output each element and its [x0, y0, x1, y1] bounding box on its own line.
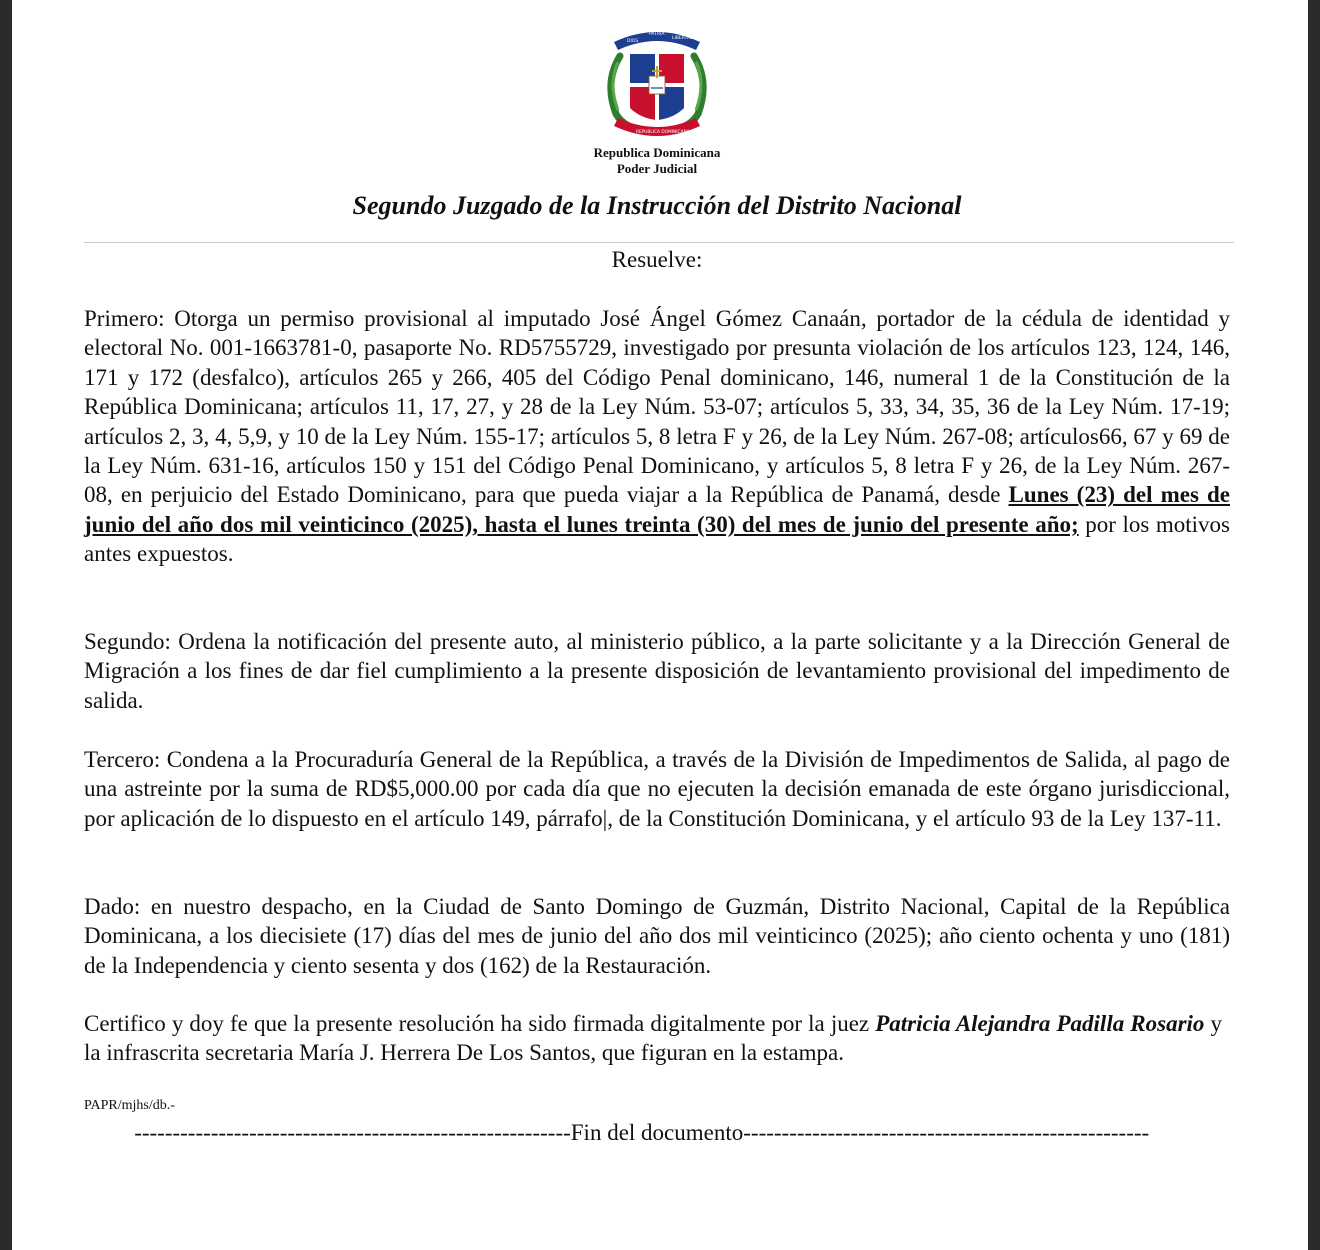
certifico-text: Certifico y doy fe que la presente resolución ha sido firmada digitalmente por la juez — [84, 1011, 876, 1036]
primero-text-end: por los motivos antes expuestos. — [84, 511, 1230, 567]
institution-header — [84, 145, 1230, 177]
country-name: Republica Dominicana — [593, 145, 721, 160]
paragraph-certifico — [84, 1009, 1222, 1068]
document-page — [12, 0, 1308, 1250]
travel-dates-emphasis: Lunes (23) del mes de junio del año dos mil veinticinco (2025), hasta el lunes treinta (30) del mes de junio del presente año; — [84, 482, 1230, 537]
judge-name: Patricia Alejandra Padilla Rosario — [875, 1011, 1205, 1036]
reference-initials: PAPR/mjhs/db.- — [84, 1098, 175, 1113]
header-divider — [84, 242, 1234, 243]
primero-text: Primero: Otorga un permiso provisional al imputado José Ángel Gómez Canaán, portador de la cédula de identidad y electoral No. 001-1663781-0, pasaporte No. RD5755729, investigado por presunta violación de los artículos 123, 124, 146, 171 y 172 (desfalco), artículos 265 y 266, 405 del Código Penal dominicano, 146, numeral 1 de la Constitución de la República Dominicana; artículos 11, 17, 27, y 28 de la Ley Núm. 53-07; artículos 5, 33, 34, 35, 36 de la Ley Núm. 17-19; artículos 2, 3, 4, 5,9, y 10 de la Ley Núm. 155-17; artículos 5, 8 letra F y 26, de la Ley Núm. 267-08; artículos66, 67 y 69 de la Ley Núm. 631-16, artículos 150 y 151 del Código Penal Dominicano, y artículos 5, 8 letra F y 26, de la Ley Núm. 267-08, en perjuicio del Estado Dominicano, para que pueda viajar a la República de Panamá, desde — [84, 306, 1230, 508]
dash-rule-right: ----------------------------------------------------- — [743, 1120, 1150, 1145]
ribbon-word-3: LIBERTAD — [672, 36, 694, 41]
coat-of-arms-emblem — [600, 22, 714, 144]
paragraph-primero — [84, 304, 1230, 569]
certifico-text-end: y la infrascrita secretaria María J. Herrera De Los Santos, que figuran en la estampa. — [84, 1011, 1223, 1066]
paragraph-segundo: Segundo: Ordena la notificación del presente auto, al ministerio público, a la parte solicitante y a la Dirección General de Migración a los fines de dar fiel cumplimiento a la presente disposición de levantamiento provisional del impedimento de salida. — [84, 629, 1230, 713]
paragraph-dado: Dado: en nuestro despacho, en la Ciudad de Santo Domingo de Guzmán, Distrito Nacional, Capital de la República Dominicana, a los diecisiete (17) días del mes de junio del año dos mil veinticinco (2025); año ciento ochenta y uno (181) de la Independencia y ciento sesenta y dos (162) de la Restauración. — [84, 894, 1230, 978]
branch-name: Poder Judicial — [616, 161, 698, 176]
paragraph-tercero: Tercero: Condena a la Procuraduría General de la República, a través de la División de Impedimentos de Salida, al pago de una astreinte por la suma de RD$5,000.00 por cada día que no ejecuten la decisión emanada de este órgano jurisdiccional, por aplicación de lo dispuesto en el artículo 149, párrafo|, de la Constitución Dominicana, y el artículo 93 de la Ley 137-11. — [84, 747, 1230, 831]
end-of-document-label: Fin del documento — [570, 1120, 744, 1145]
ribbon-word-2: PATRIA — [649, 32, 665, 37]
ribbon-bottom-text: REPUBLICA DOMINICANA — [636, 130, 690, 135]
court-title: Segundo Juzgado de la Instrucción del Distrito Nacional — [352, 191, 962, 220]
resolve-heading: Resuelve: — [611, 247, 703, 272]
dash-rule-left: --------------------------------------------------------- — [134, 1120, 571, 1145]
ribbon-word-1: DIOS — [627, 39, 639, 44]
end-of-document-line — [84, 1118, 1230, 1148]
